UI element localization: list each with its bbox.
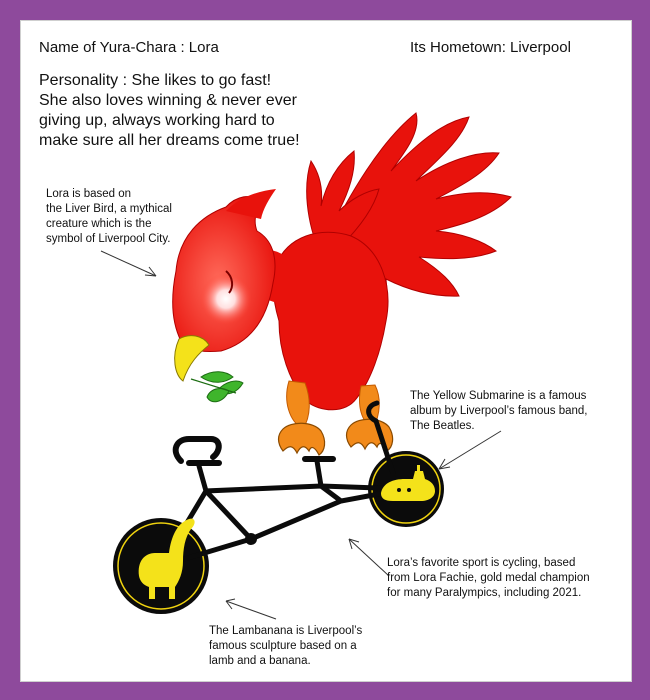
leaf-icon [191, 372, 243, 402]
note-line: from Lora Fachie, gold medal champion [387, 572, 590, 584]
note-liver-bird [46, 187, 172, 247]
bird-head [173, 189, 276, 352]
note-line: Lora is based on [46, 188, 132, 200]
note-cycling [387, 556, 590, 601]
arrow-cycling [349, 539, 389, 576]
arrow-lambanana [226, 599, 276, 619]
note-lambanana [209, 624, 362, 669]
note-line: lamb and a banana. [209, 655, 311, 667]
arrow-submarine [439, 431, 501, 469]
character-name: Name of Yura-Chara : Lora [39, 39, 219, 56]
character-hometown: Its Hometown: Liverpool [410, 39, 571, 56]
personality-line: She also loves winning & never ever [39, 92, 297, 109]
card-frame [20, 20, 632, 682]
bird-beak [175, 336, 209, 381]
rear-handlebar [176, 439, 219, 461]
personality-line: giving up, always working hard to [39, 112, 275, 129]
note-line: The Beatles. [410, 420, 475, 432]
note-line: the Liver Bird, a mythical [46, 203, 172, 215]
note-line: album by Liverpool’s famous band, [410, 405, 588, 417]
eye-glow [200, 273, 252, 325]
note-line: creature which is the [46, 218, 152, 230]
note-line: The Lambanana is Liverpool’s [209, 625, 363, 637]
note-line: Lora’s favorite sport is cycling, based [387, 557, 576, 569]
note-submarine [410, 389, 588, 434]
arrow-liver-bird [101, 251, 156, 276]
note-line: for many Paralympics, including 2021. [387, 587, 582, 599]
note-line: symbol of Liverpool City. [46, 233, 171, 245]
personality-line: Personality : She likes to go fast! [39, 72, 272, 89]
personality-line: make sure all her dreams come true! [39, 132, 300, 149]
note-line: famous sculpture based on a [209, 640, 357, 652]
note-line: The Yellow Submarine is a famous [410, 390, 587, 402]
